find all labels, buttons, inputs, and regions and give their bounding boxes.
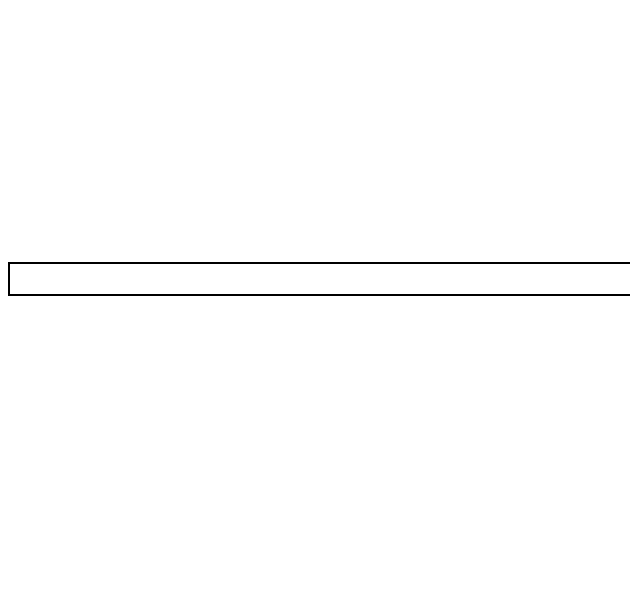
column-headers (0, 303, 630, 321)
section-header-box (8, 262, 630, 296)
